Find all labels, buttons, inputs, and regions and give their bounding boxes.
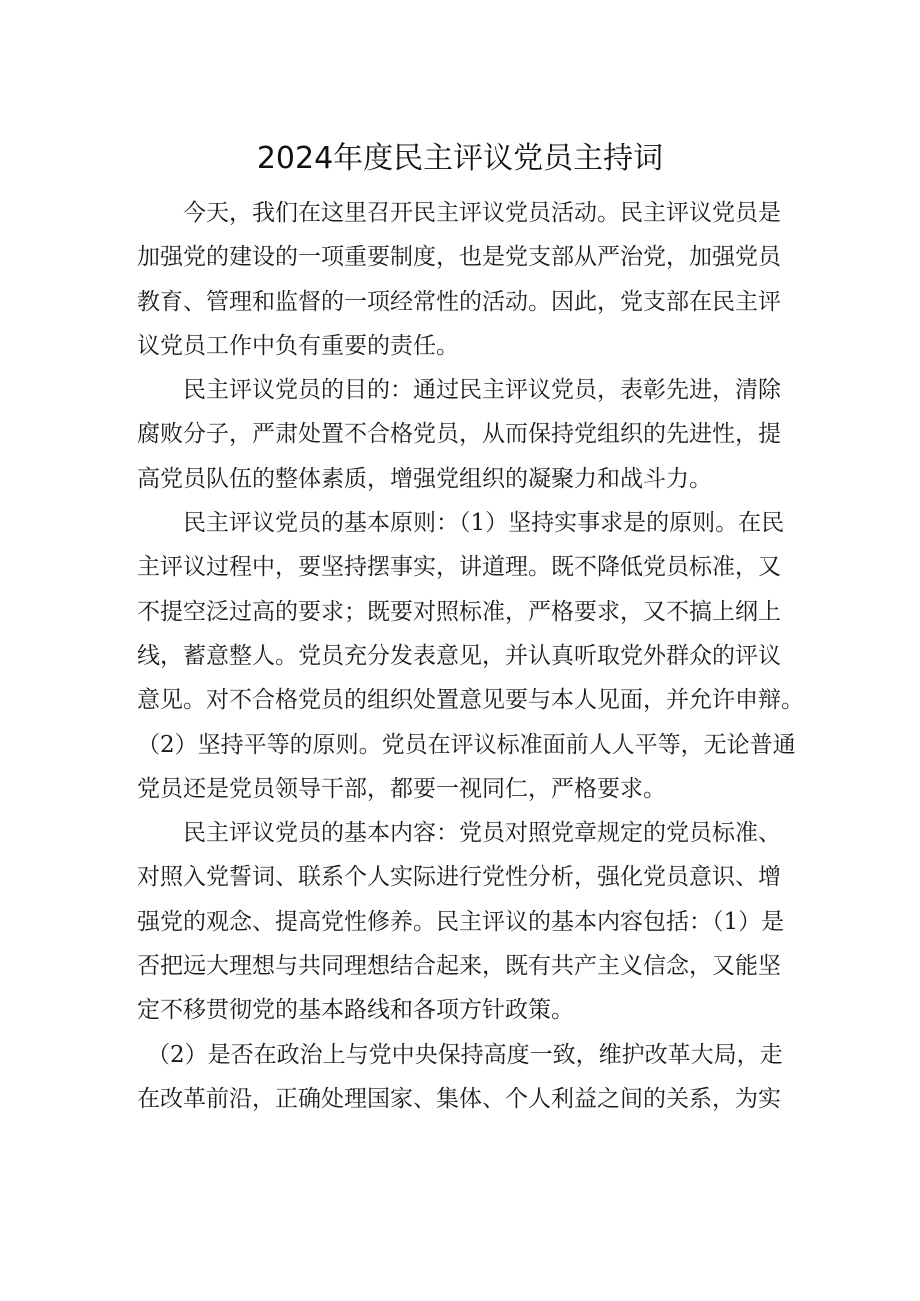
text-line: 民主评议党员的目的：通过民主评议党员，表彰先进，清除 (183, 377, 781, 404)
text-line: 高党员队伍的整体素质，增强党组织的凝聚力和战斗力。 (137, 465, 712, 492)
text-line: 线，蓄意整人。党员充分发表意见，并认真听取党外群众的评议 (137, 642, 781, 669)
text-line: 议党员工作中负有重要的责任。 (137, 332, 459, 359)
text-line: 党员还是党员领导干部，都要一视同仁，严格要求。 (137, 775, 666, 802)
text-line: 腐败分子，严肃处置不合格党员，从而保持党组织的先进性，提 (137, 421, 781, 448)
text-line: 民主评议党员的基本内容：党员对照党章规定的党员标准、 (183, 820, 781, 847)
text-line: 强党的观念、提高党性修养。民主评议的基本内容包括：（1）是 (137, 908, 785, 935)
text-line: 定不移贯彻党的基本路线和各项方针政策。 (137, 997, 574, 1024)
text-line: 否把远大理想与共同理想结合起来，既有共产主义信念，又能坚 (137, 953, 781, 980)
document-body (137, 191, 804, 1121)
text-line: 不提空泛过高的要求；既要对照标准，严格要求，又不搞上纲上 (137, 598, 781, 625)
text-line: （2）坚持平等的原则。党员在评议标准面前人人平等，无论普通 (137, 731, 796, 758)
text-line: 意见。对不合格党员的组织处置意见要与本人见面，并允许申辩。 (137, 687, 804, 714)
document-title: 2024年度民主评议党员主持词 (256, 141, 664, 176)
text-line: 在改革前沿，正确处理国家、集体、个人利益之间的关系，为实 (137, 1085, 781, 1112)
text-line: 对照入党誓词、联系个人实际进行党性分析，强化党员意识、增 (137, 864, 781, 891)
text-line: （2）是否在政治上与党中央保持高度一致，维护改革大局，走 (147, 1041, 783, 1068)
text-line: 民主评议党员的基本原则：（1）坚持实事求是的原则。在民 (183, 510, 785, 537)
text-line: 主评议过程中，要坚持摆事实，讲道理。既不降低党员标准，又 (137, 554, 781, 581)
text-line: 加强党的建设的一项重要制度，也是党支部从严治党，加强党员 (137, 244, 781, 271)
text-line: 教育、管理和监督的一项经常性的活动。因此，党支部在民主评 (137, 288, 781, 315)
text-line: 今天，我们在这里召开民主评议党员活动。民主评议党员是 (183, 200, 781, 226)
